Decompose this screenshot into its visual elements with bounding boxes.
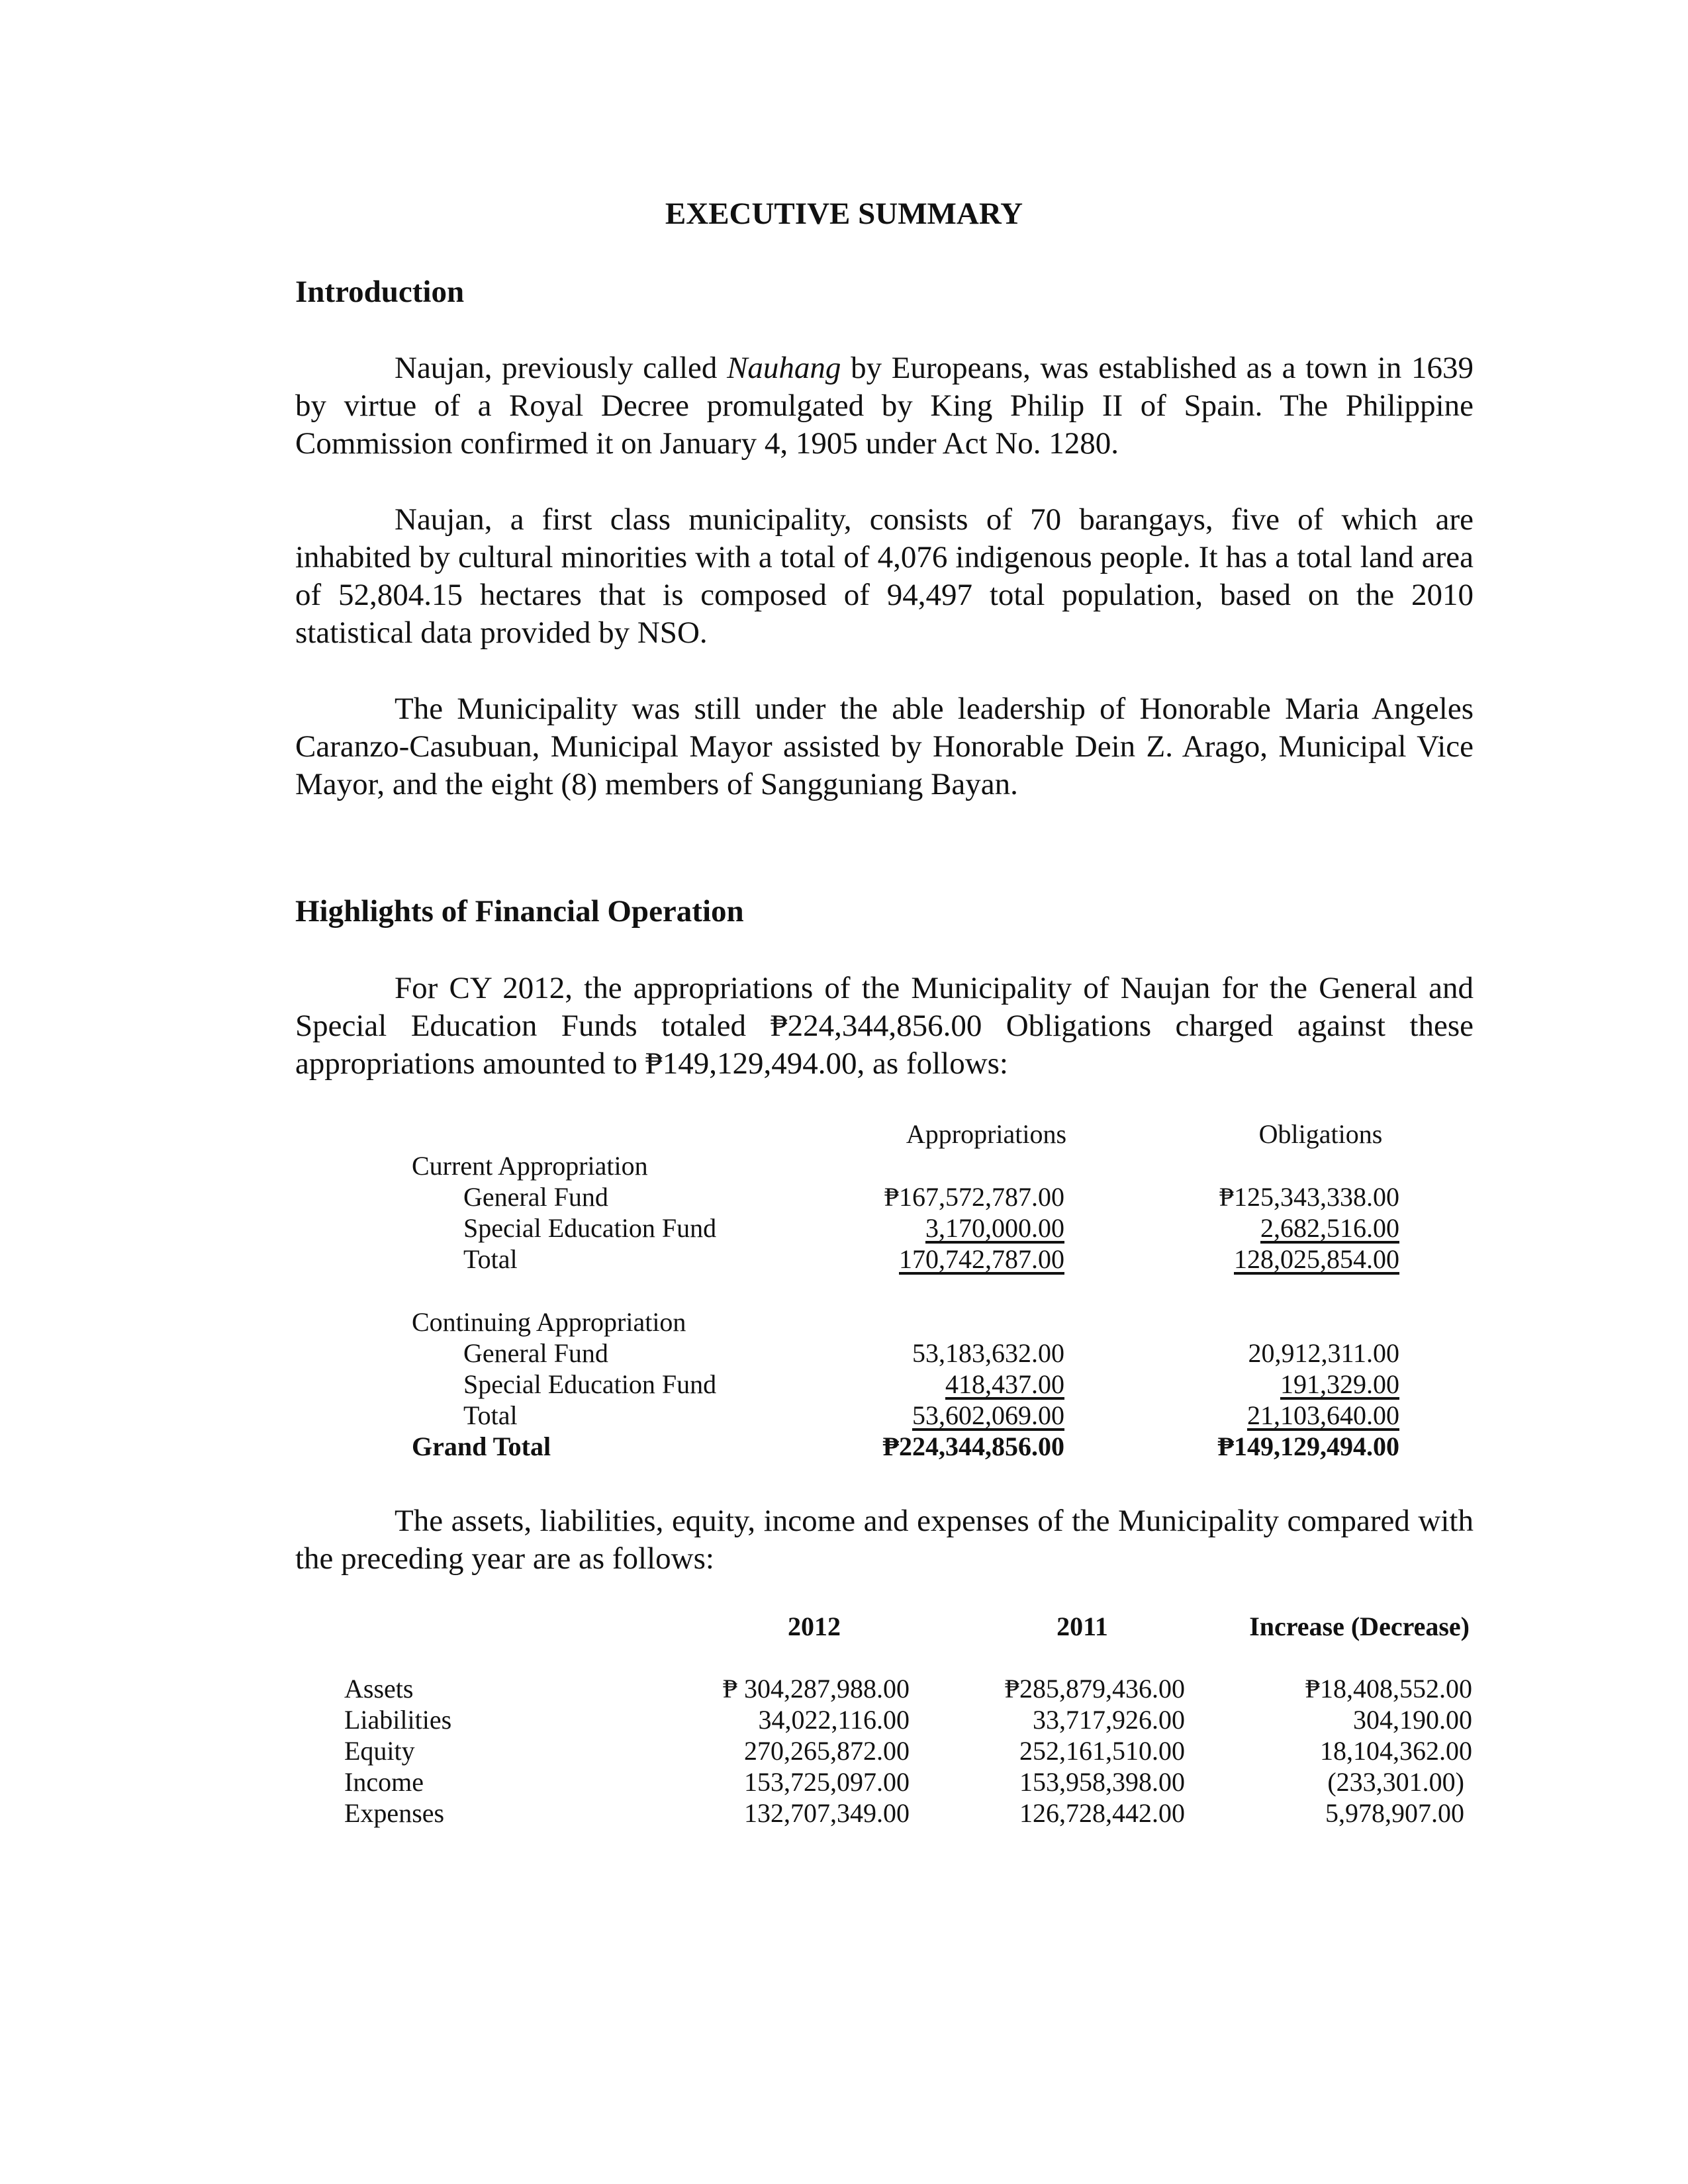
intro-paragraph-1 bbox=[295, 349, 1474, 463]
continuing-special-fund-appropriations-cell bbox=[827, 1369, 1064, 1400]
continuing-special-fund-label: Special Education Fund bbox=[463, 1369, 717, 1399]
liabilities-2012: 34,022,116.00 bbox=[758, 1705, 910, 1735]
current-general-fund-appropriations: ₱167,572,787.00 bbox=[884, 1182, 1064, 1212]
current-general-fund-label: General Fund bbox=[463, 1182, 608, 1212]
assets-change: ₱18,408,552.00 bbox=[1305, 1674, 1472, 1704]
continuing-total-obligations: 21,103,640.00 bbox=[1247, 1400, 1399, 1430]
current-appropriation-label: Current Appropriation bbox=[412, 1151, 648, 1181]
intro-paragraph-3: The Municipality was still under the able leadership of Honorable Maria Angeles Caranzo-Casubuan, Municipal Mayor assisted by Honorable Dein Z. Arago, Municipal Vice Mayor, and the eight (8) members of Sangguniang Bayan. bbox=[295, 692, 1474, 801]
current-general-fund-obligations: ₱125,343,338.00 bbox=[1219, 1182, 1399, 1212]
col-header-appropriations: Appropriations bbox=[906, 1119, 1067, 1149]
continuing-special-fund-obligations: 191,329.00 bbox=[1280, 1369, 1399, 1399]
grand-total-obligations: ₱149,129,494.00 bbox=[1217, 1432, 1399, 1461]
col-header-2012: 2012 bbox=[788, 1612, 841, 1641]
expenses-2011: 126,728,442.00 bbox=[1019, 1798, 1185, 1828]
row-label-income: Income bbox=[344, 1767, 424, 1797]
income-change: (233,301.00) bbox=[1327, 1767, 1464, 1797]
grand-total-label: Grand Total bbox=[412, 1432, 551, 1461]
continuing-general-fund-obligations: 20,912,311.00 bbox=[1248, 1338, 1399, 1368]
continuing-total-label: Total bbox=[463, 1400, 518, 1430]
intro-p1-text-b: by Europeans, was established as a town in 1639 by virtue of a Royal Decree promulgated by King Philip II of Spain. The Philippine Commission confirmed it on January 4, 1905 under Act No. 1280. bbox=[295, 351, 1474, 461]
equity-2012: 270,265,872.00 bbox=[744, 1736, 910, 1766]
highlights-paragraph-1: For CY 2012, the appropriations of the Municipality of Naujan for the General and Special Education Funds totaled ₱224,344,856.00 Obligations charged against these appropriations amounted to ₱149,129,494.00, as follows: bbox=[295, 971, 1474, 1081]
grand-total-appropriations: ₱224,344,856.00 bbox=[882, 1432, 1064, 1461]
equity-2011: 252,161,510.00 bbox=[1019, 1736, 1185, 1766]
continuing-special-fund-appropriations: 418,437.00 bbox=[945, 1369, 1064, 1399]
intro-paragraph-2: Naujan, a first class municipality, consists of 70 barangays, five of which are inhabited by cultural minorities with a total of 4,076 indigenous people. It has a total land area of 52,804.15 hectares that is composed of 94,497 total population, based on the 2010 statistical data provided by NSO. bbox=[295, 502, 1474, 650]
continuing-appropriation-label: Continuing Appropriation bbox=[412, 1307, 686, 1337]
col-header-obligations: Obligations bbox=[1258, 1119, 1383, 1149]
current-special-fund-appropriations: 3,170,000.00 bbox=[925, 1213, 1064, 1243]
intro-p1-text-a: Naujan, previously called bbox=[395, 351, 727, 385]
highlights-heading: Highlights of Financial Operation bbox=[295, 894, 744, 929]
row-label-liabilities: Liabilities bbox=[344, 1705, 452, 1735]
current-total-appropriations: 170,742,787.00 bbox=[899, 1244, 1064, 1274]
col-header-2011: 2011 bbox=[1056, 1612, 1108, 1641]
current-special-fund-label: Special Education Fund bbox=[463, 1213, 717, 1243]
continuing-general-fund-appropriations: 53,183,632.00 bbox=[912, 1338, 1064, 1368]
continuing-total-appropriations: 53,602,069.00 bbox=[912, 1400, 1064, 1430]
liabilities-change: 304,190.00 bbox=[1353, 1705, 1472, 1735]
current-special-fund-obligations: 2,682,516.00 bbox=[1260, 1213, 1399, 1243]
assets-2011: ₱285,879,436.00 bbox=[1004, 1674, 1185, 1704]
expenses-2012: 132,707,349.00 bbox=[744, 1798, 910, 1828]
continuing-general-fund-label: General Fund bbox=[463, 1338, 608, 1368]
highlights-paragraph-2: The assets, liabilities, equity, income and expenses of the Municipality compared with the preceding year are as follows: bbox=[295, 1504, 1474, 1576]
row-label-equity: Equity bbox=[344, 1736, 415, 1766]
current-total-appropriations-cell bbox=[827, 1244, 1064, 1275]
current-total-label: Total bbox=[463, 1244, 518, 1274]
intro-p1-italic: Nauhang bbox=[727, 351, 841, 385]
current-total-obligations: 128,025,854.00 bbox=[1234, 1244, 1399, 1274]
continuing-total-obligations-cell bbox=[1165, 1400, 1399, 1432]
assets-2012: ₱ 304,287,988.00 bbox=[722, 1674, 910, 1704]
row-label-expenses: Expenses bbox=[344, 1798, 445, 1828]
continuing-total-appropriations-cell bbox=[827, 1400, 1064, 1432]
liabilities-2011: 33,717,926.00 bbox=[1033, 1705, 1185, 1735]
col-header-increase-decrease: Increase (Decrease) bbox=[1249, 1612, 1470, 1641]
current-total-obligations-cell bbox=[1165, 1244, 1399, 1275]
current-special-fund-obligations-cell bbox=[1165, 1212, 1399, 1244]
equity-change: 18,104,362.00 bbox=[1320, 1736, 1472, 1766]
page-title: EXECUTIVE SUMMARY bbox=[665, 197, 1023, 231]
row-label-assets: Assets bbox=[344, 1674, 414, 1704]
continuing-special-fund-obligations-cell bbox=[1165, 1369, 1399, 1400]
expenses-change: 5,978,907.00 bbox=[1325, 1798, 1464, 1828]
income-2011: 153,958,398.00 bbox=[1019, 1767, 1185, 1797]
current-special-fund-appropriations-cell bbox=[827, 1212, 1064, 1244]
income-2012: 153,725,097.00 bbox=[744, 1767, 910, 1797]
introduction-heading: Introduction bbox=[295, 275, 465, 309]
